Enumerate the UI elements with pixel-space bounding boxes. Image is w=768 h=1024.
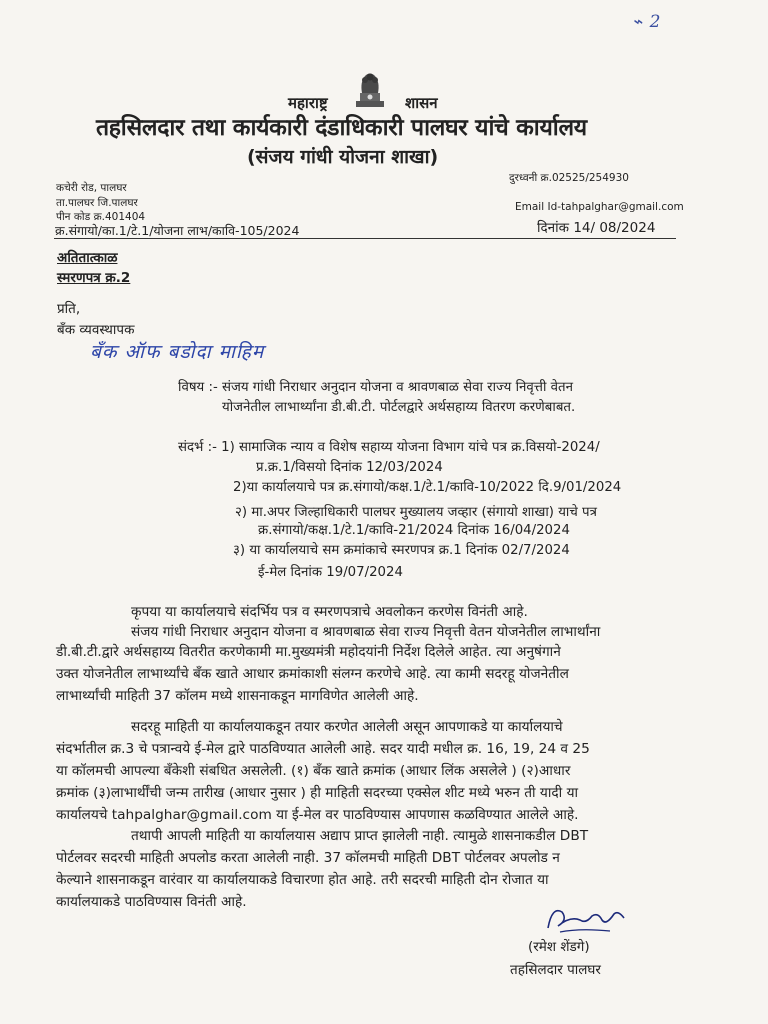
handwritten-bank-name: बँक ऑफ बडोदा माहिम bbox=[90, 341, 265, 363]
body-line: केल्याने शासनाकडून वारंवार या कार्यालयाकडे विचारणा होत आहे. तरी सदरची माहिती दोन रोजात या bbox=[56, 872, 549, 888]
body-line: क्रमांक (३)लाभार्थींची जन्म तारीख (आधार नुसार ) ही माहिती सदरच्या एक्सेल शीट मध्ये भरुन ती यादी या bbox=[56, 785, 579, 801]
signer-name: (रमेश शेंडगे) bbox=[528, 939, 590, 955]
reference-line: ई-मेल दिनांक 19/07/2024 bbox=[258, 565, 403, 580]
body-line: उक्त योजनेतील लाभार्थ्यांचे बँक खाते आधार क्रमांकाशी संलग्न करणेचे आहे. त्या कामी सदरहू योजनेतील bbox=[56, 666, 569, 682]
corner-handwritten-mark: ⌁ 2 bbox=[632, 12, 662, 32]
reference-line: ३) या कार्यालयाचे सम क्रमांकाचे स्मरणपत्र क्र.1 दिनांक 02/7/2024 bbox=[233, 543, 570, 558]
body-line: डी.बी.टी.द्वारे अर्थसहाय्य वितरीत करणेकामी मा.मुख्यमंत्री महोदयांनी निर्देश दिलेले आहेत. त्या अनुषंगाने bbox=[56, 644, 561, 660]
email-id: Email Id-tahpalghar@gmail.com bbox=[515, 201, 684, 213]
national-emblem-icon bbox=[350, 68, 390, 110]
reference-line: संदर्भ :- 1) सामाजिक न्याय व विशेष सहाय्य योजना विभाग यांचे पत्र क्र.विसयो-2024/ bbox=[178, 440, 600, 455]
reference-number: क्र.संगायो/का.1/टे.1/योजना लाभ/कावि-105/2024 bbox=[55, 223, 300, 238]
address-line: ता.पालघर जि.पालघर bbox=[56, 197, 138, 209]
body-line: संदर्भातील क्र.3 चे पत्रान्वये ई-मेल द्वारे पाठविण्यात आलेली आहे. सदर यादी मधील क्र. 16, 19, 24 व 25 bbox=[56, 741, 590, 757]
reminder-label: स्मरणपत्र क्र.2 bbox=[57, 270, 131, 286]
body-line: लाभार्थ्यांची माहिती 37 कॉलम मध्ये शासनाकडून मागविणेत आलेली आहे. bbox=[56, 688, 419, 704]
govt-label: शासन bbox=[405, 94, 438, 112]
subject-line: योजनेतील लाभार्थ्यांना डी.बी.टी. पोर्टलद्वारे अर्थसहाय्य वितरण करणेबाबत. bbox=[222, 400, 576, 415]
address-line: कचेरी रोड, पालघर bbox=[56, 182, 127, 194]
body-line: सदरहू माहिती या कार्यालयाकडून तयार करणेत आलेली असून आपणाकडे या कार्यालयाचे bbox=[131, 719, 563, 735]
to-label: प्रति, bbox=[57, 301, 81, 317]
signature-icon bbox=[540, 898, 630, 938]
address-line: पीन कोड क्र.401404 bbox=[56, 211, 146, 223]
body-line: कृपया या कार्यालयाचे संदर्भिय पत्र व स्मरणपत्राचे अवलोकन करणेस विनंती आहे. bbox=[131, 604, 528, 620]
reference-line: 2)या कार्यालयाचे पत्र क्र.संगायो/कक्ष.1/टे.1/कावि-10/2022 दि.9/01/2024 bbox=[233, 480, 622, 495]
office-title: तहसिलदार तथा कार्यकारी दंडाधिकारी पालघर यांचे कार्यालय bbox=[96, 115, 587, 141]
signer-title: तहसिलदार पालघर bbox=[510, 962, 601, 978]
body-line: कार्यालयाकडे पाठविण्यास विनंती आहे. bbox=[56, 894, 247, 910]
phone-number: दुरध्वनी क्र.02525/254930 bbox=[509, 172, 629, 184]
reference-line: क्र.संगायो/कक्ष.1/टे.1/कावि-21/2024 दिनांक 16/04/2024 bbox=[258, 523, 570, 538]
body-line: कार्यालयचे tahpalghar@gmail.com या ई-मेल वर पाठविण्यास आपणास कळविण्यात आलेले आहे. bbox=[56, 807, 579, 823]
body-line: संजय गांधी निराधार अनुदान योजना व श्रावणबाळ सेवा राज्य निवृत्ती वेतन योजनेतील लाभार्थांना bbox=[131, 624, 601, 640]
branch-title: (संजय गांधी योजना शाखा) bbox=[247, 146, 439, 168]
subject-line: विषय :- संजय गांधी निराधार अनुदान योजना व श्रावणबाळ सेवा राज्य निवृत्ती वेतन bbox=[178, 380, 574, 395]
divider bbox=[54, 238, 676, 239]
recipient-title: बँक व्यवस्थापक bbox=[57, 322, 135, 338]
body-line: तथापी आपली माहिती या कार्यालयास अद्याप प्राप्त झालेली नाही. त्यामुळे शासनाकडील DBT bbox=[131, 828, 589, 844]
body-line: या कॉलमची आपल्या बँकेशी संबधित असलेली. (१) बँक खाते क्रमांक (आधार लिंक असलेले ) (२)आधार bbox=[56, 763, 571, 779]
state-label: महाराष्ट्र bbox=[288, 94, 328, 112]
body-line: पोर्टलवर सदरची माहिती अपलोड करता आलेली नाही. 37 कॉलमची माहिती DBT पोर्टलवर अपलोड न bbox=[56, 850, 560, 866]
urgent-label: अतितात्काळ bbox=[57, 250, 118, 266]
reference-line: २) मा.अपर जिल्हाधिकारी पालघर मुख्यालय जव्हार (संगायो शाखा) याचे पत्र bbox=[235, 505, 597, 520]
letter-date: दिनांक 14/ 08/2024 bbox=[537, 220, 656, 236]
reference-line: प्र.क्र.1/विसयो दिनांक 12/03/2024 bbox=[256, 460, 443, 475]
